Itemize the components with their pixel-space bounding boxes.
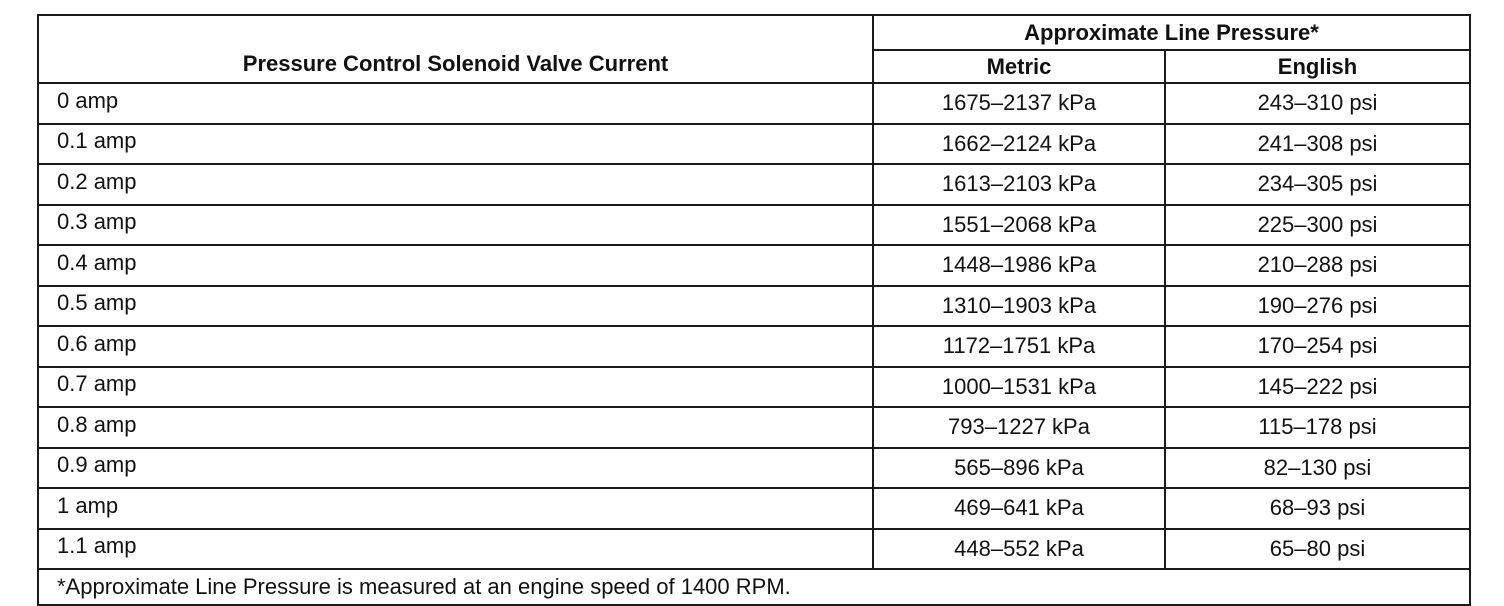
current-cell: 0.1 amp (38, 124, 873, 165)
metric-cell: 1675–2137 kPa (873, 83, 1165, 124)
table-row (38, 286, 1470, 327)
english-cell: 234–305 psi (1165, 164, 1470, 205)
line-pressure-table-container (37, 14, 1469, 606)
english-cell: 65–80 psi (1165, 529, 1470, 570)
table-row (38, 367, 1470, 408)
metric-cell: 1662–2124 kPa (873, 124, 1165, 165)
table-row (38, 245, 1470, 286)
english-cell: 145–222 psi (1165, 367, 1470, 408)
header-current: Pressure Control Solenoid Valve Current (38, 15, 873, 83)
current-cell: 0.3 amp (38, 205, 873, 246)
table-row (38, 448, 1470, 489)
footnote-row (38, 569, 1470, 605)
header-approx-line-pressure: Approximate Line Pressure* (873, 15, 1470, 50)
current-cell: 0.7 amp (38, 367, 873, 408)
current-cell: 1.1 amp (38, 529, 873, 570)
english-cell: 82–130 psi (1165, 448, 1470, 489)
header-row-group (38, 15, 1470, 50)
current-cell: 0.8 amp (38, 407, 873, 448)
table-row (38, 529, 1470, 570)
table-row (38, 83, 1470, 124)
english-cell: 243–310 psi (1165, 83, 1470, 124)
current-cell: 0 amp (38, 83, 873, 124)
english-cell: 68–93 psi (1165, 488, 1470, 529)
metric-cell: 1000–1531 kPa (873, 367, 1165, 408)
metric-cell: 1448–1986 kPa (873, 245, 1165, 286)
current-cell: 0.6 amp (38, 326, 873, 367)
english-cell: 210–288 psi (1165, 245, 1470, 286)
metric-cell: 448–552 kPa (873, 529, 1165, 570)
metric-cell: 565–896 kPa (873, 448, 1165, 489)
header-metric: Metric (873, 50, 1165, 83)
current-cell: 0.9 amp (38, 448, 873, 489)
english-cell: 115–178 psi (1165, 407, 1470, 448)
header-english: English (1165, 50, 1470, 83)
current-cell: 0.5 amp (38, 286, 873, 327)
english-cell: 225–300 psi (1165, 205, 1470, 246)
current-cell: 1 amp (38, 488, 873, 529)
table-row (38, 407, 1470, 448)
current-cell: 0.2 amp (38, 164, 873, 205)
table-row (38, 326, 1470, 367)
table-row (38, 205, 1470, 246)
table-body (38, 83, 1470, 569)
english-cell: 170–254 psi (1165, 326, 1470, 367)
line-pressure-table (37, 14, 1471, 606)
footnote: *Approximate Line Pressure is measured at an engine speed of 1400 RPM. (38, 569, 1470, 605)
metric-cell: 1613–2103 kPa (873, 164, 1165, 205)
english-cell: 241–308 psi (1165, 124, 1470, 165)
metric-cell: 469–641 kPa (873, 488, 1165, 529)
metric-cell: 793–1227 kPa (873, 407, 1165, 448)
english-cell: 190–276 psi (1165, 286, 1470, 327)
metric-cell: 1551–2068 kPa (873, 205, 1165, 246)
table-row (38, 124, 1470, 165)
table-row (38, 488, 1470, 529)
metric-cell: 1172–1751 kPa (873, 326, 1165, 367)
metric-cell: 1310–1903 kPa (873, 286, 1165, 327)
current-cell: 0.4 amp (38, 245, 873, 286)
table-row (38, 164, 1470, 205)
